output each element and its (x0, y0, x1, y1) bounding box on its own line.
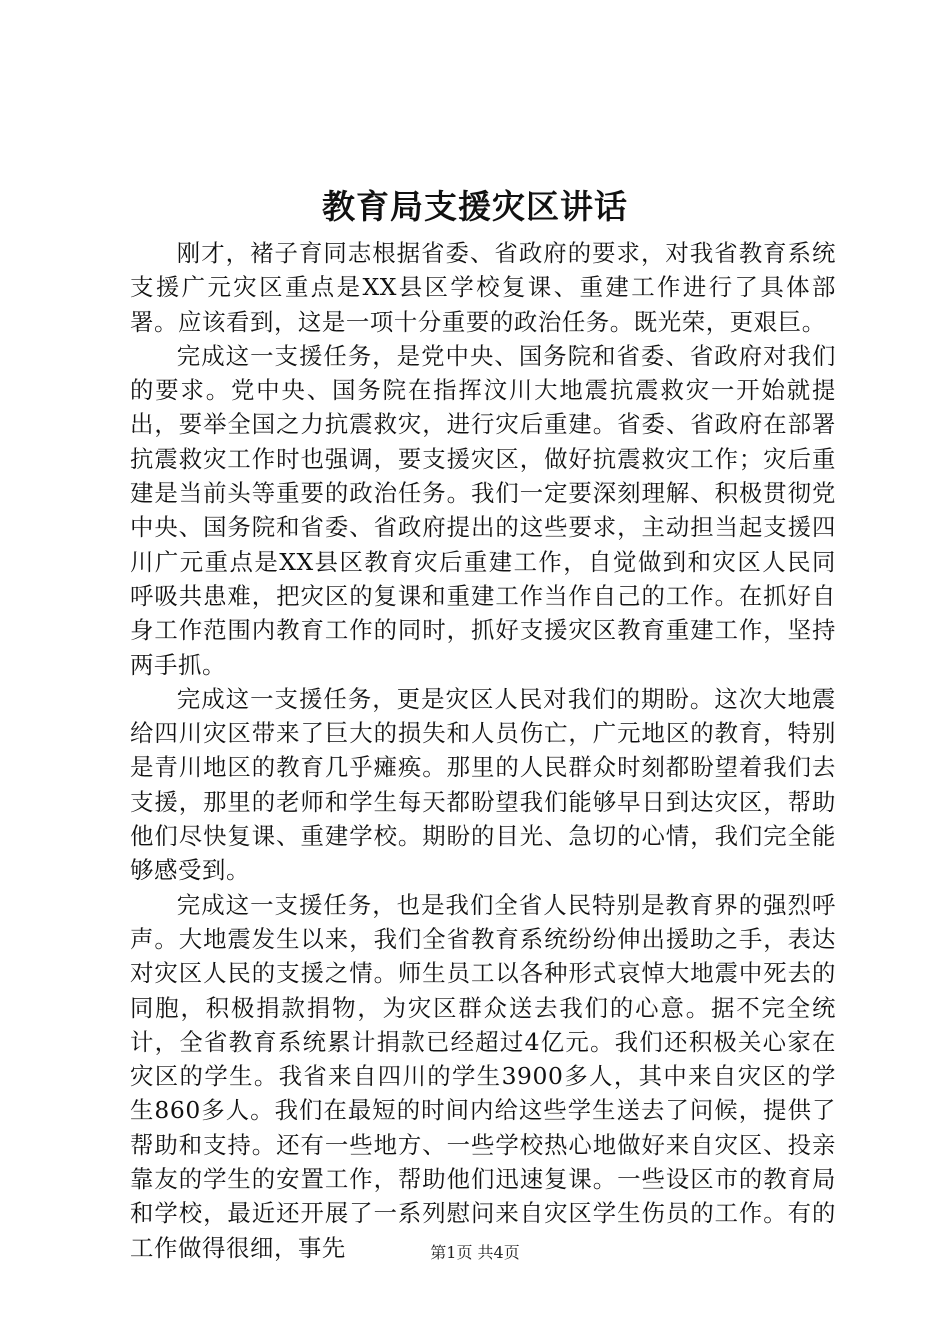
document-title: 教育局支援灾区讲话 (322, 187, 628, 226)
paragraph: 完成这一支援任务，更是灾区人民对我们的期盼。这次大地震给四川灾区带来了巨大的损失和人员伤亡，广元地区的教育，特别是青川地区的教育几乎瘫痪。那里的人民群众时刻都盼望着我们去支援，那里的老师和学生每天都盼望我们能够早日到达灾区，帮助他们尽快复课、重建学校。期盼的目光、急切的心情，我们完全能够感受到。 (130, 684, 836, 885)
paragraph: 完成这一支援任务，是党中央、国务院和省委、省政府对我们的要求。党中央、国务院在指挥汶川大地震抗震救灾一开始就提出，要举全国之力抗震救灾，进行灾后重建。省委、省政府在部署抗震救灾工作时也强调，要支援灾区，做好抗震救灾工作；灾后重建是当前头等重要的政治任务。我们一定要深刻理解、积极贯彻党中央、国务院和省委、省政府提出的这些要求，主动担当起支援四川广元重点是XX县区教育灾后重建工作，自觉做到和灾区人民同呼吸共患难，把灾区的复课和重建工作当作自己的工作。在抓好自身工作范围内教育工作的同时，抓好支援灾区教育重建工作，坚持两手抓。 (130, 341, 836, 679)
paragraph: 完成这一支援任务，也是我们全省人民特别是教育界的强烈呼声。大地震发生以来，我们全省教育系统纷纷伸出援助之手，表达对灾区人民的支援之情。师生员工以各种形式哀悼大地震中死去的同胞，积极捐款捐物，为灾区群众送去我们的心意。据不完全统计，全省教育系统累计捐款已经超过4亿元。我们还积极关心家在灾区的学生。我省来自四川的学生3900多人，其中来自灾区的学生860多人。我们在最短的时间内给这些学生送去了问候，提供了帮助和支持。还有一些地方、一些学校热心地做好来自灾区、投亲靠友的学生的安置工作，帮助他们迅速复课。一些设区市的教育局和学校，最近还开展了一系列慰问来自灾区学生伤员的工作。有的工作做得很细，事先 (130, 890, 836, 1262)
paragraph: 刚才，褚子育同志根据省委、省政府的要求，对我省教育系统支援广元灾区重点是XX县区学校复课、重建工作进行了具体部署。应该看到，这是一项十分重要的政治任务。既光荣，更艰巨。 (130, 239, 836, 336)
document-body (130, 236, 836, 1265)
page-footer: 第1页 共4页 (430, 1243, 520, 1262)
